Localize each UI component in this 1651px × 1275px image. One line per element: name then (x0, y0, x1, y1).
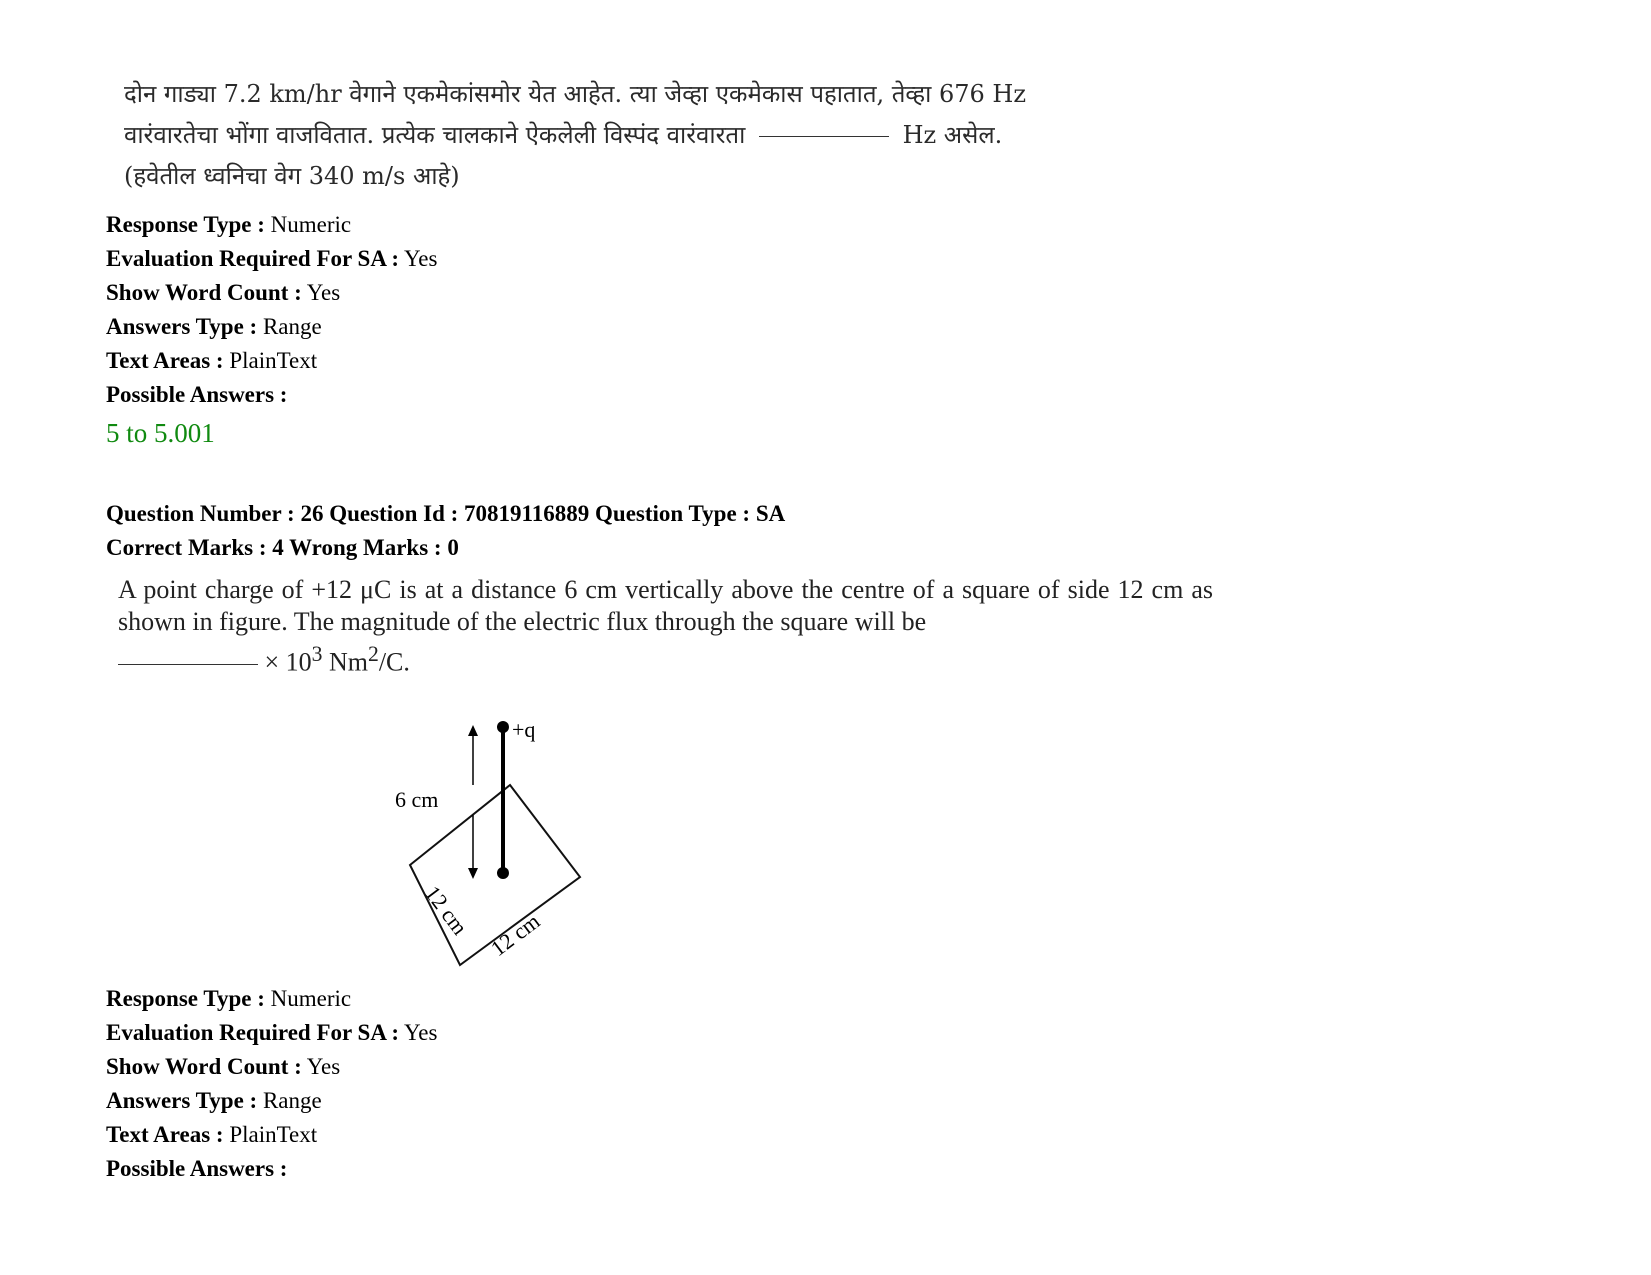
exponent: 3 (311, 642, 323, 666)
meta-label: Show Word Count : (106, 280, 302, 305)
arrow-down-icon (468, 868, 478, 879)
question-text-fragment: A point charge of +12 μC is at a distance 6 cm vertically above the centre of a square of side 12 cm as shown in figure. The magnitude of the electric flux through the square will be (118, 575, 1213, 636)
question-text-line (124, 115, 1214, 156)
possible-answers-row (106, 378, 437, 412)
meta-value: Range (262, 1088, 322, 1113)
charge-label: +q (512, 717, 536, 742)
meta-label: Answers Type : (106, 314, 258, 339)
question-26-meta (106, 982, 437, 1186)
question-26-header (106, 497, 785, 565)
centre-dot (497, 867, 509, 879)
charge-square-figure (390, 705, 600, 980)
question-text-fragment: /C. (378, 647, 410, 677)
answers-type-row (106, 310, 437, 344)
meta-value: Numeric (270, 986, 352, 1011)
meta-label: Response Type : (106, 212, 265, 237)
question-text-fragment: Nm (322, 647, 368, 677)
exponent: 2 (368, 642, 379, 666)
response-type-row (106, 982, 437, 1016)
side-label-left: 12 cm (420, 880, 473, 940)
meta-label: Show Word Count : (106, 1054, 302, 1079)
question-header-line: Question Number : 26 Question Id : 70819116889 Question Type : SA (106, 501, 786, 526)
question-marks-line: Correct Marks : 4 Wrong Marks : 0 (106, 535, 459, 560)
meta-value: Numeric (270, 212, 352, 237)
question-text-line: (हवेतील ध्वनिचा वेग 340 m/s आहे) (124, 162, 460, 190)
text-areas-row (106, 344, 437, 378)
answer-blank (118, 664, 258, 665)
meta-value: PlainText (229, 348, 318, 373)
question-text-fragment: Hz असेल. (902, 121, 1003, 149)
evaluation-row (106, 242, 437, 276)
meta-value: Yes (404, 246, 438, 271)
charge-dot (497, 721, 509, 733)
question-text-fragment: वारंवारतेचा भोंगा वाजवितात. प्रत्येक चालकाने ऐकलेली विस्पंद वारंवारता (124, 121, 746, 149)
response-type-row (106, 208, 437, 242)
height-label: 6 cm (395, 787, 439, 812)
possible-answers-row (106, 1152, 437, 1186)
answers-type-row (106, 1084, 437, 1118)
question-25-text (124, 74, 1214, 197)
question-text-line: दोन गाड्या 7.2 km/hr वेगाने एकमेकांसमोर येत आहेत. त्या जेव्हा एकमेकास पहातात, तेव्हा 676 Hz (124, 80, 1026, 108)
word-count-row (106, 276, 437, 310)
meta-label: Text Areas : (106, 348, 224, 373)
question-25-meta (106, 208, 437, 412)
meta-value: Yes (306, 280, 341, 305)
side-label-right: 12 cm (485, 908, 545, 961)
meta-value: PlainText (229, 1122, 318, 1147)
meta-label: Answers Type : (106, 1088, 258, 1113)
answer-blank (759, 136, 889, 137)
possible-answer: 5 to 5.001 (106, 418, 215, 448)
figure-svg (390, 705, 600, 975)
arrow-up-icon (468, 725, 478, 736)
meta-label: Response Type : (106, 986, 265, 1011)
meta-value: Yes (404, 1020, 438, 1045)
meta-label: Possible Answers : (106, 382, 288, 407)
evaluation-row (106, 1016, 437, 1050)
meta-label: Text Areas : (106, 1122, 224, 1147)
meta-label: Evaluation Required For SA : (106, 246, 400, 271)
meta-label: Possible Answers : (106, 1156, 288, 1181)
text-areas-row (106, 1118, 437, 1152)
question-text-fragment: × 10 (264, 647, 312, 677)
meta-value: Range (262, 314, 322, 339)
word-count-row (106, 1050, 437, 1084)
meta-value: Yes (306, 1054, 341, 1079)
question-26-text (118, 574, 1213, 679)
meta-label: Evaluation Required For SA : (106, 1020, 400, 1045)
